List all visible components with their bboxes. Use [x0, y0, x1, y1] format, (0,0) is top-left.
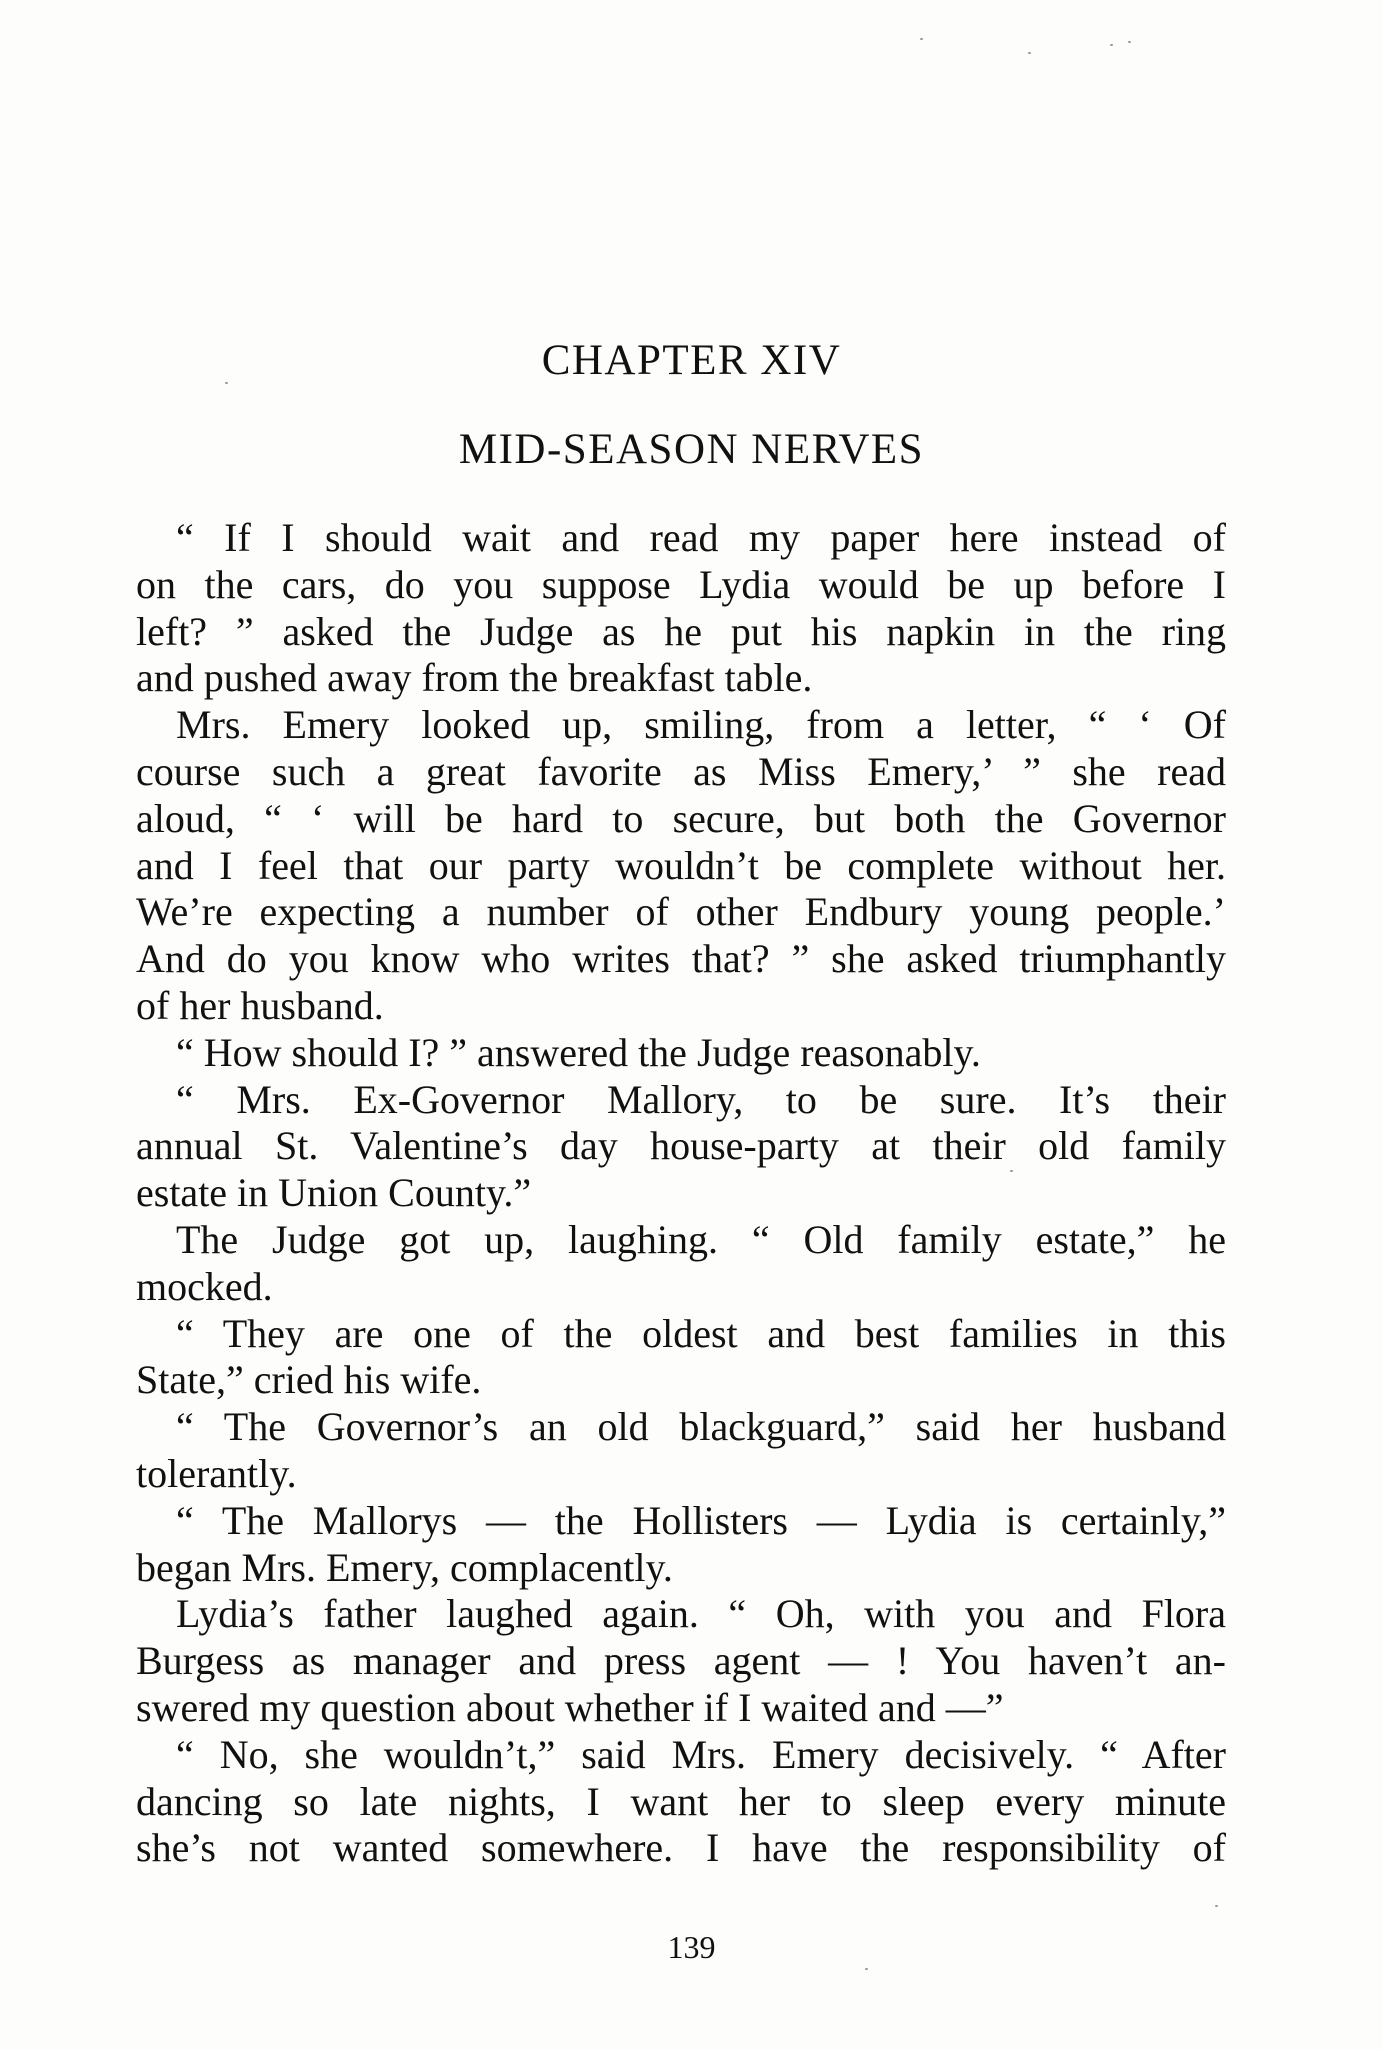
page-number: 139 — [667, 1929, 716, 1965]
chapter-number: CHAPTER XIV — [541, 337, 842, 384]
text-line: dancing so late nights, I want her to sleep every minute — [136, 1778, 1226, 1824]
paper-speck — [1110, 44, 1113, 46]
text-line: Mrs. Emery looked up, smiling, from a letter, “ ‘ Of — [176, 702, 1226, 748]
text-line: “ They are one of the oldest and best families in this — [176, 1310, 1226, 1356]
paper-speck — [865, 1968, 868, 1970]
text-line: on the cars, do you suppose Lydia would be up before I — [136, 561, 1226, 607]
text-line: of her husband. — [136, 982, 384, 1028]
text-line: Burgess as manager and press agent — ! You haven’t an- — [136, 1638, 1226, 1684]
text-line: and pushed away from the breakfast table. — [136, 655, 813, 701]
text-line: she’s not wanted somewhere. I have the responsibility of — [136, 1825, 1226, 1871]
paper-speck — [1215, 1905, 1218, 1907]
text-line: swered my question about whether if I waited and —” — [136, 1684, 1004, 1730]
text-line: We’re expecting a number of other Endbury young people.’ — [136, 889, 1226, 935]
text-line: left? ” asked the Judge as he put his napkin in the ring — [136, 608, 1226, 654]
text-line: tolerantly. — [136, 1450, 297, 1496]
text-line: began Mrs. Emery, complacently. — [136, 1544, 673, 1590]
paper-speck — [920, 38, 923, 40]
text-line: aloud, “ ‘ will be hard to secure, but both the Governor — [136, 795, 1226, 841]
text-line: estate in Union County.” — [136, 1170, 532, 1216]
text-line: “ The Governor’s an old blackguard,” said her husband — [176, 1404, 1226, 1450]
chapter-title: MID-SEASON NERVES — [458, 426, 925, 473]
text-line: annual St. Valentine’s day house-party at their old family — [136, 1123, 1226, 1169]
text-line: And do you know who writes that? ” she asked triumphantly — [136, 936, 1226, 982]
text-line: “ Mrs. Ex-Governor Mallory, to be sure. It’s their — [176, 1076, 1226, 1122]
text-line: course such a great favorite as Miss Emery,’ ” she read — [136, 748, 1226, 794]
text-line: “ The Mallorys — the Hollisters — Lydia is certainly,” — [176, 1497, 1226, 1543]
paper-speck — [1128, 41, 1131, 43]
text-line: “ No, she wouldn’t,” said Mrs. Emery decisively. “ After — [176, 1731, 1226, 1777]
text-line: State,” cried his wife. — [136, 1357, 482, 1403]
paper-speck — [225, 382, 228, 384]
text-line: “ How should I? ” answered the Judge reasonably. — [176, 1029, 981, 1075]
paper-speck — [1028, 52, 1031, 54]
paper-speck — [1010, 1170, 1013, 1172]
text-line: and I feel that our party wouldn’t be complete without her. — [136, 842, 1226, 888]
text-body — [136, 515, 1226, 1872]
text-line: “ If I should wait and read my paper here instead of — [176, 515, 1226, 560]
text-line: mocked. — [136, 1263, 273, 1309]
text-line: The Judge got up, laughing. “ Old family estate,” he — [176, 1216, 1226, 1262]
text-line: Lydia’s father laughed again. “ Oh, with you and Flora — [176, 1591, 1226, 1637]
